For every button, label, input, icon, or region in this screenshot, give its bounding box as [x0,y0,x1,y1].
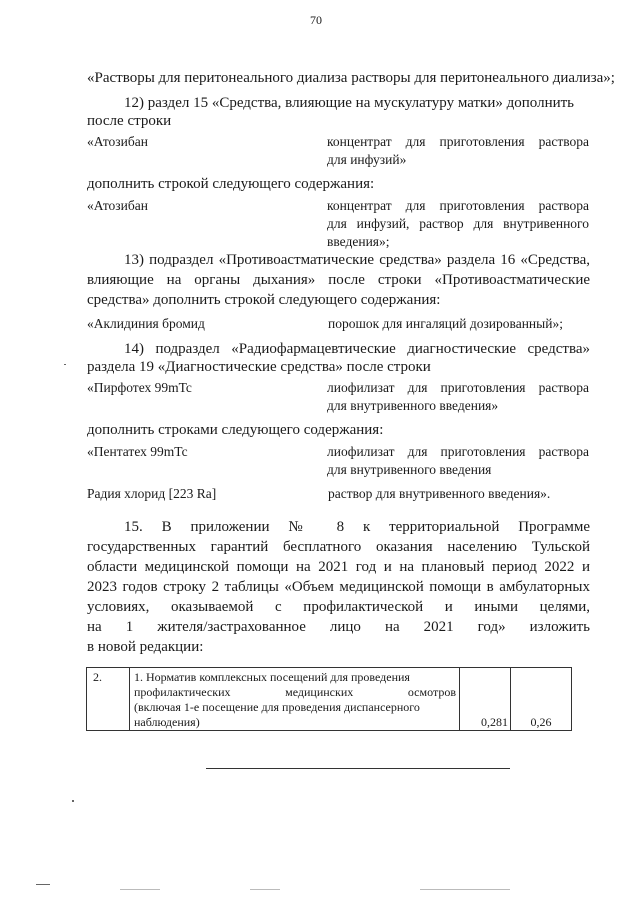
drug-desc-line: концентрат для приготовления раствора [327,134,589,149]
drug-name-aklidiniya: «Аклидиния бромид [87,316,205,331]
add-line-2: дополнить строками следующего содержания: [87,422,384,438]
drug-desc-line: лиофилизат для приготовления раствора [327,444,589,459]
table-cell-number: 2. [87,668,130,731]
paragraph-15-line-4: 2023 годов строку 2 таблицы «Объем медицинской помощи в амбулаторных [87,579,590,595]
paragraph-13-line-2: влияющие на органы дыхания» после строки «Противоастматические [87,272,590,288]
drug-name-radium: Радия хлорид [223 Ra] [87,486,217,501]
drug-desc-pentatex [327,443,589,479]
drug-desc-line: для внутривенного введения [327,462,492,477]
table-text-line: наблюдения) [134,715,200,729]
scan-speck [120,889,160,890]
drug-name-atoziban-2: «Атозибан [87,198,148,213]
paragraph-15-line-2: государственных гарантий бесплатного оказания населению Тульской [87,539,590,555]
add-line-1: дополнить строкой следующего содержания: [87,176,375,192]
paragraph-14-line-2: раздела 19 «Диагностические средства» после строки [87,359,431,375]
drug-desc-line: для инфузий, раствор для внутривенного [327,216,589,231]
drug-desc-line: для внутривенного введения» [327,398,499,413]
paragraph-13-line-3: средства» дополнить строкой следующего содержания: [87,292,441,308]
drug-desc-line: концентрат для приготовления раствора [327,198,589,213]
drug-desc-atoziban-2 [327,197,589,251]
table-cell-description [130,668,460,731]
drug-desc-line: введения»; [327,234,390,249]
volume-table [86,667,572,731]
table-text-line: профилактических медицинских осмотров [134,685,456,699]
drug-desc-aklidiniya: порошок для ингаляций дозированный»; [328,316,563,331]
drug-name-pirfotex: «Пирфотех 99mTc [87,380,192,395]
drug-name-pentatex: «Пентатех 99mTc [87,444,188,459]
scan-speck [72,800,74,802]
paragraph-15-line-3: области медицинской помощи на 2021 год и на плановый период 2022 и [87,559,590,575]
paragraph-15-line-1: 15. В приложении № 8 к территориальной Программе [124,519,590,535]
drug-name-atoziban-1: «Атозибан [87,134,148,149]
scan-speck [36,884,50,885]
table-cell-value-1: 0,281 [460,668,511,731]
table-cell-value-2: 0,26 [511,668,572,731]
page-number: 70 [310,13,322,27]
paragraph-14-line-1: 14) подраздел «Радиофармацевтические диагностические средства» [124,341,590,357]
table-text-line: 1. Норматив комплексных посещений для проведения [134,670,410,684]
closing-rule [206,768,510,769]
drug-desc-atoziban-1 [327,133,589,169]
table-text-line: (включая 1-е посещение для проведения диспансерного [134,700,420,714]
paragraph-15-line-5: условиях, оказываемой с профилактической и иными целями, [87,599,590,615]
paragraph-12-line-1: 12) раздел 15 «Средства, влияющие на мускулатуру матки» дополнить [124,95,575,111]
scan-speck [250,889,280,890]
paragraph-12-line-2: после строки [87,113,172,129]
drug-desc-radium: раствор для внутривенного введения». [328,486,551,501]
scan-speck [64,364,66,365]
drug-desc-line: лиофилизат для приготовления раствора [327,380,589,395]
text-line-peritoneal: «Растворы для перитонеального диализа растворы для перитонеального диализа»; [87,70,615,86]
paragraph-15-line-6: на 1 жителя/застрахованное лицо на 2021 год» изложить [87,619,590,635]
paragraph-15-line-7: в новой редакции: [87,639,204,655]
scan-speck [420,889,510,890]
paragraph-13-line-1: 13) подраздел «Противоастматические средства» раздела 16 «Средства, [124,252,590,268]
drug-desc-line: для инфузий» [327,152,407,167]
table-row [87,668,572,731]
drug-desc-pirfotex [327,379,589,415]
